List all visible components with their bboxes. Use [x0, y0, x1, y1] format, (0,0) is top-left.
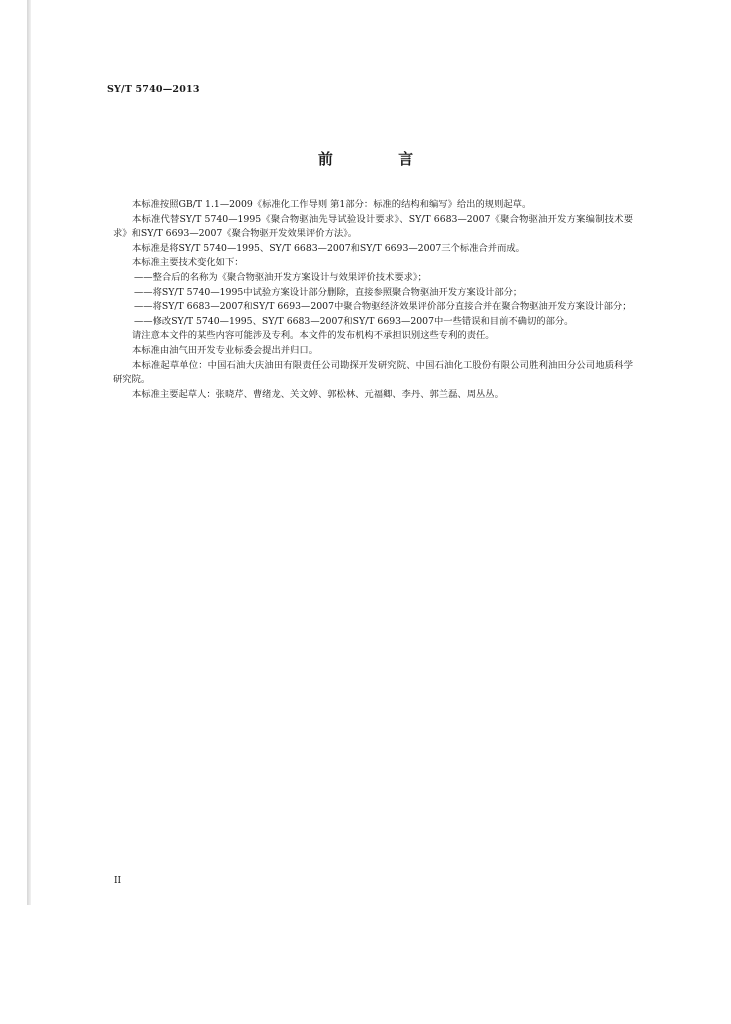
paragraph-patent-notice: 请注意本文件的某些内容可能涉及专利。本文件的发布机构不承担识别这些专利的责任。 [132, 330, 495, 342]
standard-code: SY/T 5740—2013 [107, 84, 200, 95]
foreword-body [113, 198, 633, 402]
paragraph-proposed-by: 本标准由油气田开发专业标委会提出并归口。 [132, 344, 318, 356]
paragraph-changes-intro: 本标准主要技术变化如下： [132, 257, 244, 269]
page-title: 前 言 [317, 150, 444, 168]
paragraph-replaces: 本标准代替SY/T 5740—1995《聚合物驱油先导试验设计要求》、SY/T 6683—2007《聚合物驱油开发方案编制技术要求》和SY/T 6693—2007《聚合物驱开发效果评价方法》。 [113, 213, 633, 240]
change-item: ——将SY/T 5740—1995中试验方案设计部分删除，直接参照聚合物驱油开发方案设计部分； [134, 286, 523, 298]
binding-shadow [27, 0, 31, 905]
change-item: ——修改SY/T 5740—1995、SY/T 6683—2007和SY/T 6693—2007中一些错误和目前不确切的部分。 [134, 315, 574, 327]
page-number: II [114, 876, 122, 886]
paragraph-drafters: 本标准主要起草人：张晓芹、曹绪龙、关文婷、郭松林、元福卿、李丹、郭兰磊、周丛丛。 [132, 388, 504, 400]
change-item: ——整合后的名称为《聚合物驱油开发方案设计与效果评价技术要求》； [134, 271, 427, 283]
paragraph-drafting-rules: 本标准按照GB/T 1.1—2009《标准化工作导则 第1部分：标准的结构和编写》给出的规则起草。 [132, 199, 532, 210]
paragraph-drafting-units: 本标准起草单位：中国石油大庆油田有限责任公司勘探开发研究院、中国石油化工股份有限公司胜利油田分公司地质科学研究院。 [113, 359, 633, 386]
paragraph-merged: 本标准是将SY/T 5740—1995、SY/T 6683—2007和SY/T 6693—2007三个标准合并而成。 [132, 242, 525, 254]
change-item: ——将SY/T 6683—2007和SY/T 6693—2007中聚合物驱经济效果评价部分直接合并在聚合物驱油开发方案设计部分； [134, 301, 632, 313]
